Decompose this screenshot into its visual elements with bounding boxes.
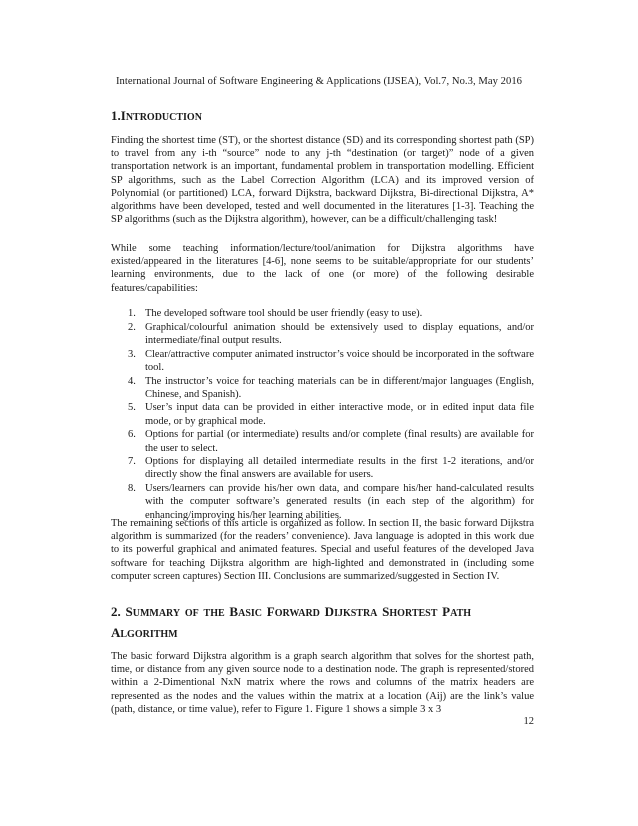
paragraph-summary-1: The basic forward Dijkstra algorithm is a graph search algorithm that solves for the shortest path, time, or distance from any given source node to a destination node. The graph is represented/stored within a 2-Dimentional NxN matrix where the rows and columns of the matrix headers are represented as the nodes and the values within the matrix at a location (Aij) are the link’s value (path, distance, or time value), refer to Figure 1. Figure 1 shows a simple 3 x 3 — [111, 651, 534, 715]
heading-word: FORWARD — [266, 604, 320, 619]
list-item-text: Clear/attractive computer animated instructor’s voice should be incorporated in the software tool. — [145, 348, 534, 373]
features-list — [111, 307, 534, 522]
heading-word: THE — [203, 608, 225, 619]
list-item-number: 5. — [128, 402, 136, 414]
section-heading-introduction — [111, 106, 541, 127]
heading-word: ALGORITHM — [111, 625, 178, 640]
list-item-text: The developed software tool should be user friendly (easy to use). — [145, 308, 423, 319]
paragraph-intro-3: The remaining sections of this article is organized as follow. In section II, the basic forward Dijkstra algorithm is summarized (for the readers’ convenience). Java language is adopted in this work due to its powerful graphical and animated features. Special and useful features of the developed Java software for teaching Dijkstra algorithm are high-lighted and demonstrated in (including some computer screen captures) Section III. Conclusions are summarized/suggested in Section IV. — [111, 518, 534, 582]
list-item — [111, 375, 534, 401]
list-item-number: 1. — [128, 308, 136, 319]
list-item — [111, 428, 534, 454]
page-number: 12 — [523, 716, 534, 727]
list-item — [111, 482, 534, 522]
list-item — [111, 348, 534, 374]
section-title-rest: NTRODUCTION — [125, 112, 202, 123]
list-item-text: The instructor’s voice for teaching materials can be in different/major languages (English, Chinese, and Spanish). — [145, 375, 534, 400]
journal-header: International Journal of Software Engineering & Applications (IJSEA), Vol.7, No.3, May 2016 — [115, 76, 523, 87]
list-item-number: 8. — [128, 483, 136, 495]
section-title-cap: I — [120, 108, 126, 123]
paragraph-intro-2: While some teaching information/lecture/tool/animation for Dijkstra algorithms have existed/appeared in the literatures [4-6], none seems to be suitable/appropriate for our students’ learning environments, due to the lack of one (or more) of the following desirable features/capabilities: — [111, 243, 534, 294]
heading-word: SHORTEST — [382, 604, 438, 619]
list-item-text: Graphical/colourful animation should be extensively used to display equations, and/or intermediate/final output results. — [145, 321, 534, 346]
list-item-number: 2. — [128, 321, 136, 333]
list-item-text: Users/learners can provide his/her own data, and compare his/her hand-calculated results with the computer software’s generated results (in each step of the algorithm) for enhancing/improving his/her learning abilities. — [145, 483, 534, 521]
section-number: 1. — [111, 108, 121, 123]
heading-word: SUMMARY — [125, 604, 181, 619]
list-item-text: Options for displaying all detailed intermediate results in the first 1-2 iterations, and/or directly show the final answers are available for users. — [145, 456, 534, 481]
heading-word: PATH — [442, 604, 472, 619]
list-item — [111, 321, 534, 347]
list-item-number: 7. — [128, 456, 136, 468]
list-item — [111, 455, 534, 481]
section-heading-summary — [111, 602, 541, 644]
list-item-number: 4. — [128, 375, 136, 387]
list-item-text: User’s input data can be provided in either interactive mode, or in edited input data file mode, or by graphical mode. — [145, 402, 534, 427]
heading-word: OF — [184, 608, 199, 619]
list-item — [111, 307, 534, 320]
list-item-number: 6. — [128, 429, 136, 441]
list-item-number: 3. — [128, 348, 136, 360]
paragraph-intro-1: Finding the shortest time (ST), or the shortest distance (SD) and its corresponding shortest path (SP) to travel from any i-th “source” node to any j-th “destination (or target)” node of a given transportation network is an important, fundamental problem in transportation modelling. Efficient SP algorithms, such as the Label Correction Algorithm (LCA) and its improved version of Polynomial (or partitioned) LCA, forward Dijkstra, backward Dijkstra, Bi-directional Dijkstra, A* algorithms have been developed, tested and well documented in the literatures [1-3]. Teaching the SP algorithms (such as the Dijkstra algorithm), however, can be a difficult/challenging task! — [111, 135, 534, 226]
section-number: 2. — [111, 604, 121, 619]
heading-word: BASIC — [229, 604, 262, 619]
list-item-text: Options for partial (or intermediate) results and/or complete (final results) are available for the user to select. — [145, 429, 534, 454]
heading-word: DIJKSTRA — [324, 604, 378, 619]
list-item — [111, 401, 534, 427]
